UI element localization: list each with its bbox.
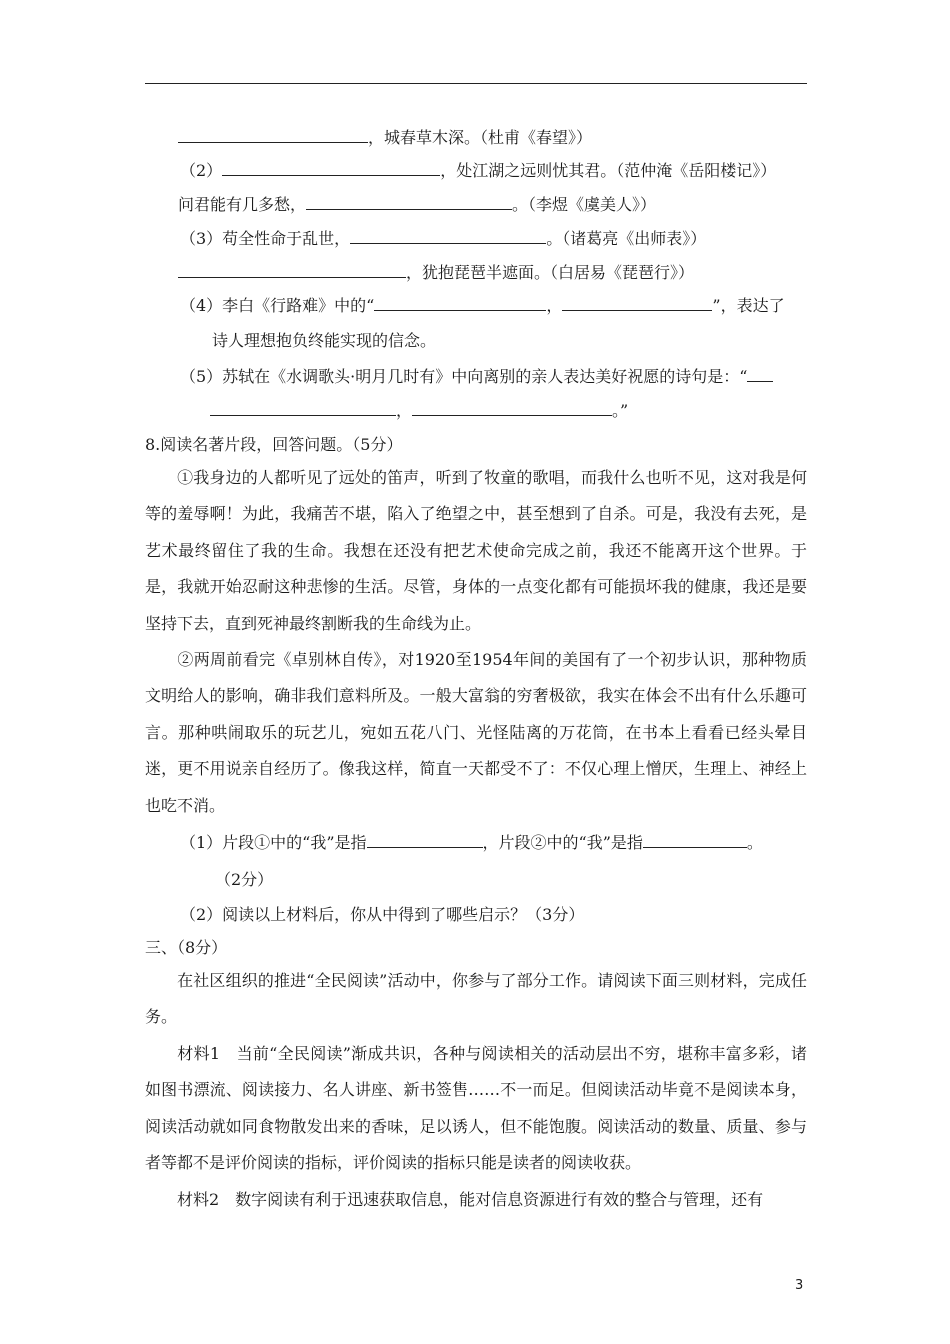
poetry-text: 。（诸葛亮《出师表》） bbox=[546, 229, 707, 248]
page-number: 3 bbox=[795, 1278, 804, 1293]
poetry-text: ， bbox=[396, 401, 413, 420]
material-2 bbox=[145, 1182, 807, 1218]
question-text: 。 bbox=[746, 833, 763, 852]
answer-blank[interactable] bbox=[350, 228, 546, 244]
material-text: 材料1 当前“全民阅读”渐成共识，各种与阅读相关的活动层出不穷，堪称丰富多彩，诸如图书漂流、阅读接力、名人讲座、新书签售……不一而足。但阅读活动毕竟不是阅读本身，阅读活动就如同食物散发出来的香味，足以诱人，但不能饱腹。阅读活动的数量、质量、参与者等都不是评价阅读的指标，评价阅读的指标只能是读者的阅读收获。 bbox=[145, 1044, 807, 1173]
intro-text: 在社区组织的推进“全民阅读”活动中，你参与了部分工作。请阅读下面三则材料，完成任务。 bbox=[145, 971, 807, 1027]
answer-blank[interactable] bbox=[367, 832, 483, 848]
poetry-text: 。（李煜《虞美人》） bbox=[512, 195, 657, 214]
q8-passage-2 bbox=[145, 642, 807, 824]
q8-sub-2: （2）阅读以上材料后，你从中得到了哪些启示？（3分） bbox=[180, 905, 585, 924]
answer-blank[interactable] bbox=[412, 400, 612, 416]
poetry-text: （3）苟全性命于乱世， bbox=[180, 229, 351, 248]
poetry-text: 。” bbox=[612, 401, 629, 420]
poetry-text: ”，表达了 bbox=[712, 296, 785, 315]
section-3-heading: 三、（8分） bbox=[145, 938, 228, 957]
answer-blank[interactable] bbox=[178, 127, 368, 143]
poetry-text: ，城春草木深。（杜甫《春望》） bbox=[368, 128, 593, 147]
q8-passage-1 bbox=[145, 460, 807, 642]
header-rule bbox=[145, 83, 807, 84]
section-3-intro bbox=[145, 963, 807, 1036]
poetry-line-3 bbox=[178, 194, 656, 216]
poetry-line-9 bbox=[210, 400, 628, 422]
poetry-line-8 bbox=[180, 366, 773, 388]
q8-sub-1 bbox=[180, 832, 763, 854]
answer-blank[interactable] bbox=[643, 832, 747, 848]
poetry-text: ，处江湖之远则忧其君。（范仲淹《岳阳楼记》） bbox=[440, 161, 777, 180]
poetry-text: ， bbox=[546, 296, 563, 315]
poetry-text: ，犹抱琵琶半遮面。（白居易《琵琶行》） bbox=[406, 263, 695, 282]
poetry-line-1 bbox=[178, 127, 592, 149]
answer-blank[interactable] bbox=[210, 400, 396, 416]
poetry-line-6 bbox=[180, 295, 785, 317]
q8-heading: 8.阅读名著片段，回答问题。（5分） bbox=[145, 435, 403, 454]
passage-text: ①我身边的人都听见了远处的笛声，听到了牧童的歌唱，而我什么也听不见，这对我是何等的羞辱啊！为此，我痛苦不堪，陷入了绝望之中，甚至想到了自杀。可是，我没有去死，是艺术最终留住了我的生命。我想在还没有把艺术使命完成之前，我还不能离开这个世界。于是，我就开始忍耐这种悲惨的生活。尽管，身体的一点变化都有可能损坏我的健康，我还是要坚持下去，直到死神最终割断我的生命线为止。 bbox=[145, 468, 807, 633]
answer-blank[interactable] bbox=[747, 366, 773, 382]
poetry-text: （4）李白《行路难》中的“ bbox=[180, 296, 375, 315]
answer-blank[interactable] bbox=[562, 295, 712, 311]
answer-blank[interactable] bbox=[178, 262, 406, 278]
material-text: 材料2 数字阅读有利于迅速获取信息，能对信息资源进行有效的整合与管理，还有 bbox=[177, 1190, 764, 1209]
question-text: ，片段②中的“我”是指 bbox=[482, 833, 643, 852]
q8-sub-1-score: （2分） bbox=[215, 870, 274, 889]
passage-text: ②两周前看完《卓别林自传》，对1920至1954年间的美国有了一个初步认识，那种物质文明给人的影响，确非我们意料所及。一般大富翁的穷奢极欲，我实在体会不出有什么乐趣可言。那种哄闹取乐的玩艺儿，宛如五花八门、光怪陆离的万花筒，在书本上看看已经头晕目迷，更不用说亲自经历了。像我这样，简直一天都受不了：不仅心理上憎厌，生理上、神经上也吃不消。 bbox=[145, 650, 807, 815]
material-1 bbox=[145, 1036, 807, 1182]
poetry-line-7 bbox=[212, 330, 436, 352]
poetry-line-5 bbox=[178, 262, 694, 284]
poetry-text: （5）苏轼在《水调歌头·明月几时有》中向离别的亲人表达美好祝愿的诗句是：“ bbox=[180, 367, 748, 386]
poetry-line-2 bbox=[180, 160, 776, 182]
question-text: （1）片段①中的“我”是指 bbox=[180, 833, 367, 852]
answer-blank[interactable] bbox=[306, 194, 512, 210]
answer-blank[interactable] bbox=[222, 160, 440, 176]
poetry-text: 问君能有几多愁， bbox=[178, 195, 307, 214]
poetry-line-4 bbox=[180, 228, 706, 250]
answer-blank[interactable] bbox=[374, 295, 546, 311]
question-number: （2） bbox=[180, 161, 223, 180]
poetry-text: 诗人理想抱负终能实现的信念。 bbox=[212, 331, 437, 350]
